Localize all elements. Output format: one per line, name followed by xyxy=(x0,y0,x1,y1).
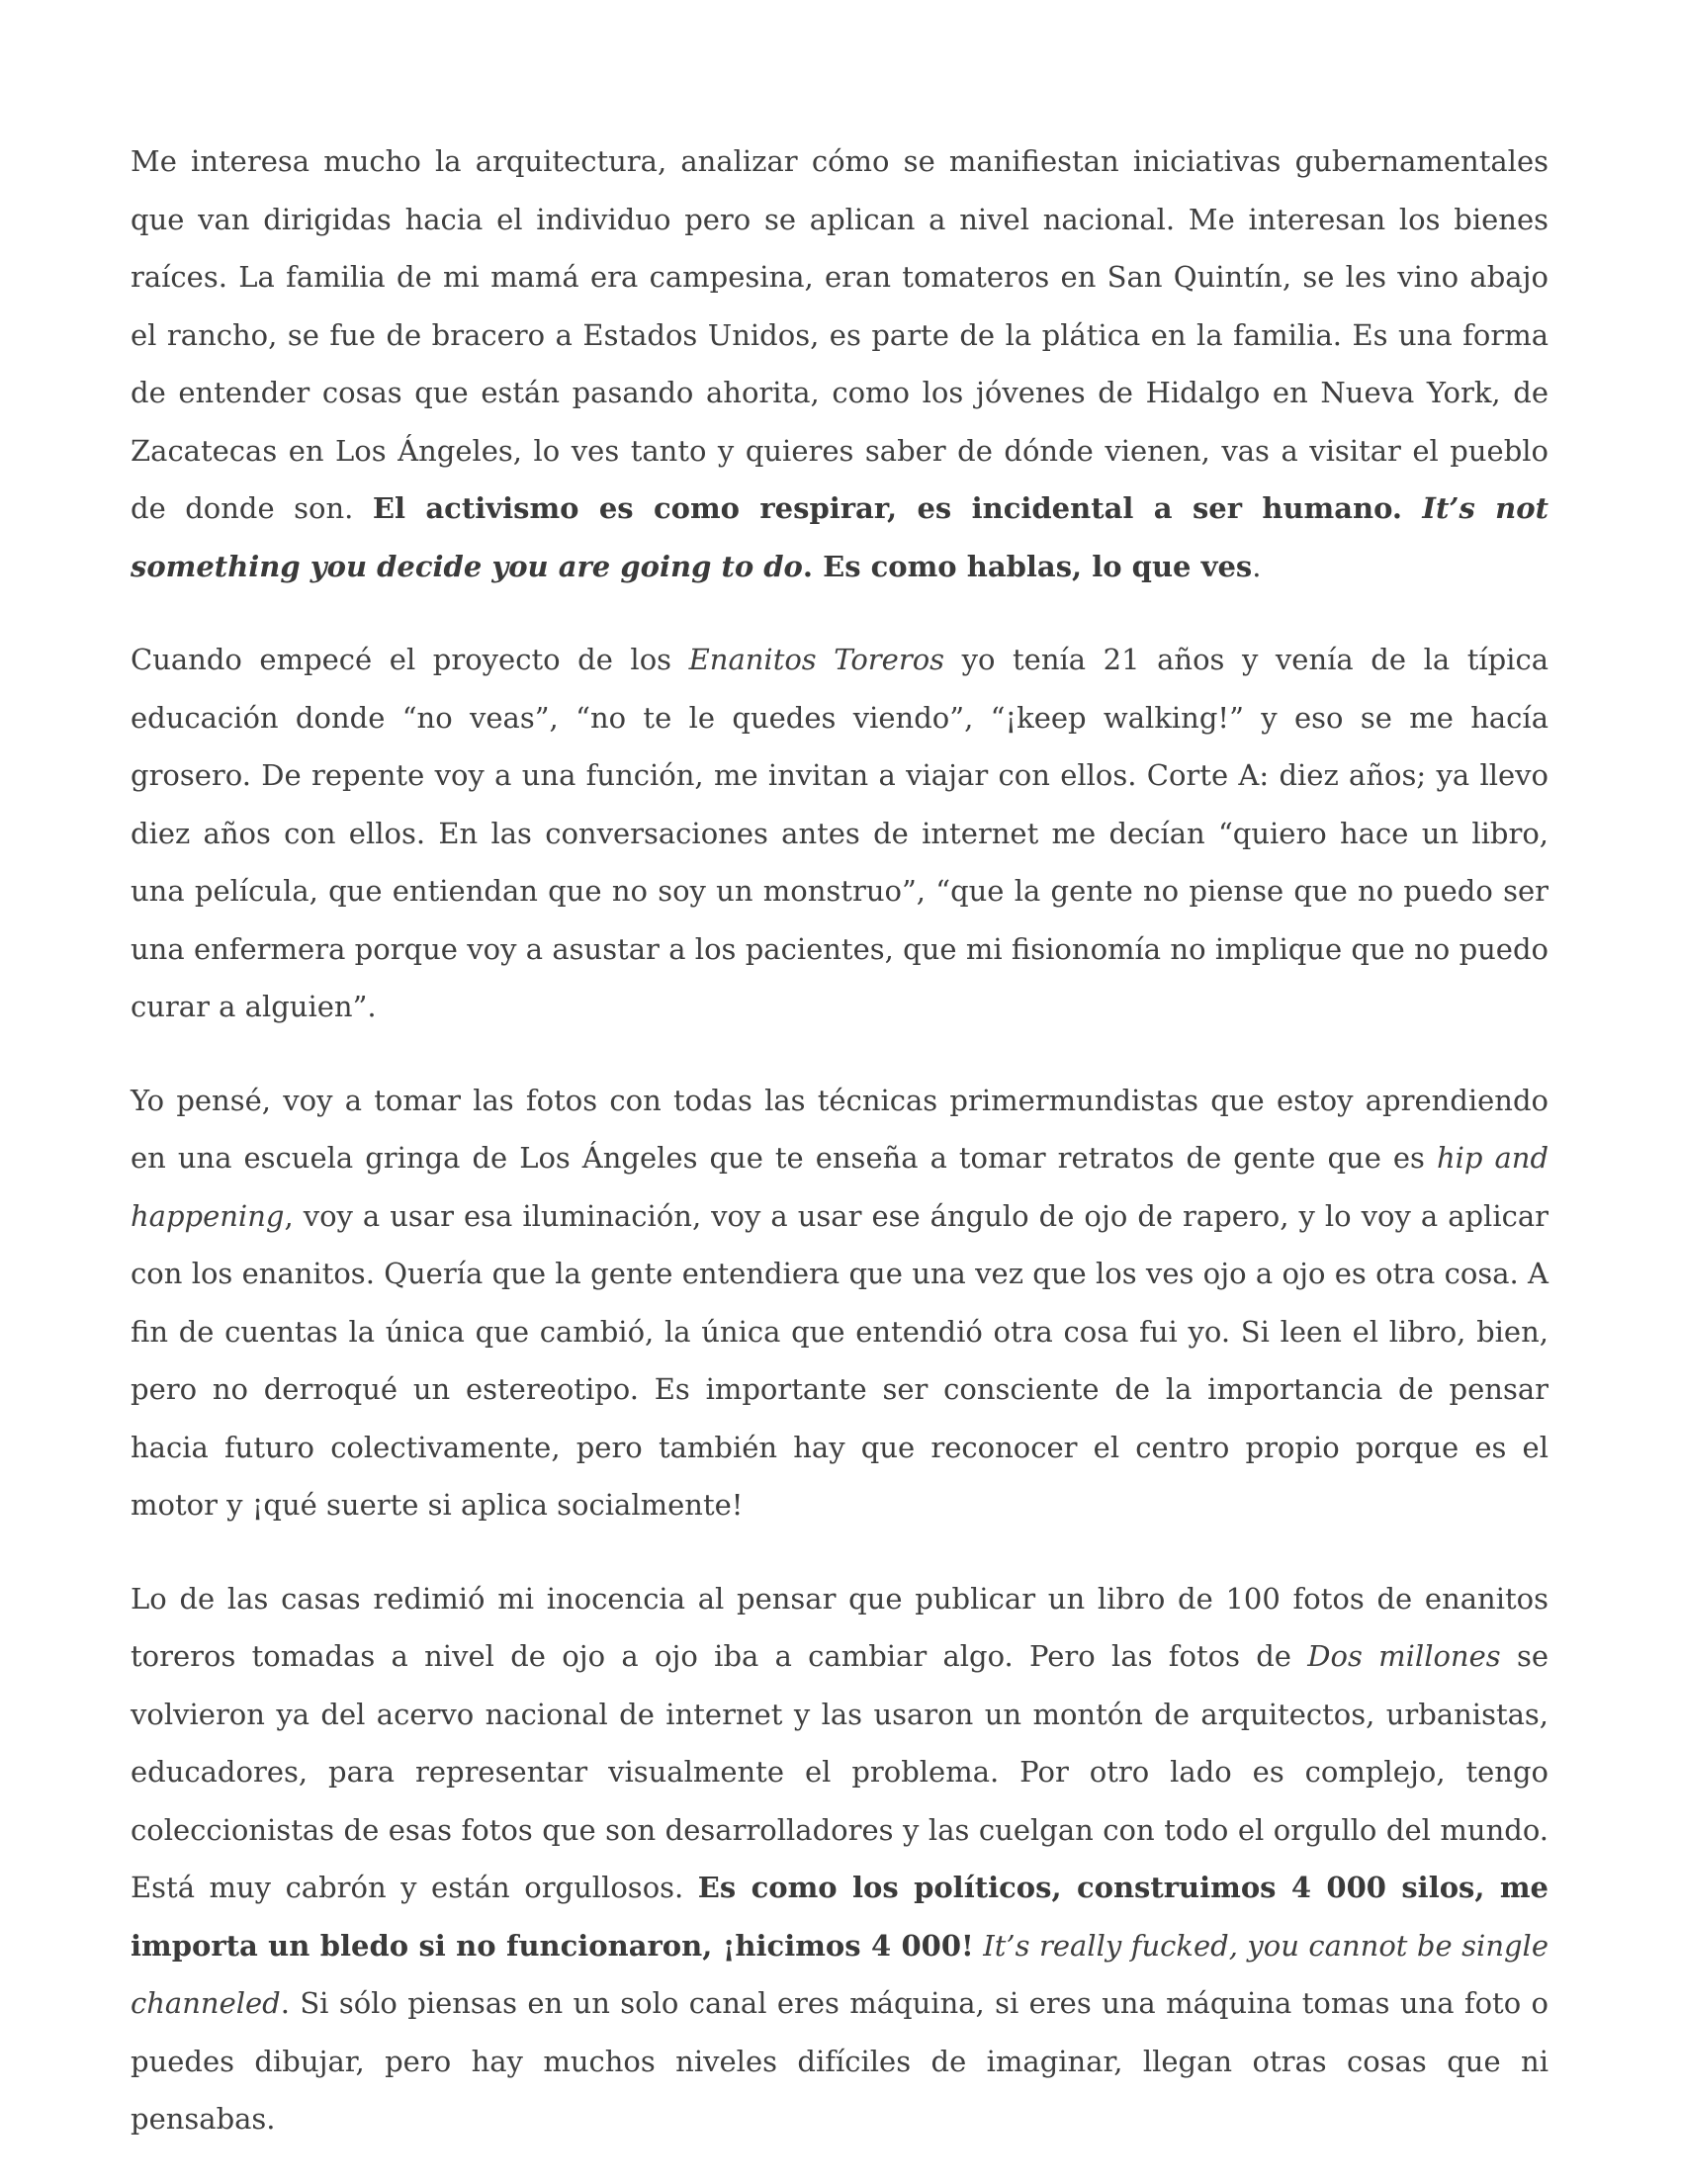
paragraph-text: Cuando empecé el proyecto de los xyxy=(131,643,689,676)
paragraph-text: Yo pensé, voy a tomar las fotos con todas las técnicas primermundistas que estoy aprendiendo en una escuela gringa de Los Ángeles que te enseña a tomar retratos de gente que es xyxy=(131,1083,1548,1175)
bold-text: . Es como hablas, lo que ves xyxy=(802,549,1253,583)
bold-italic-text: It’s not something you decide you are going to do xyxy=(131,491,1549,583)
paragraph-text: yo tenía 21 años y venía de la típica educación donde “no veas”, “no te le quedes viendo”, “¡keep walking!” y eso se me hacía grosero. De repente voy a una función, me invitan a viajar con ellos. Corte A: diez años; ya llevo diez años con ellos. En las conversaciones antes de internet me decían “quiero hace un libro, una película, que entiendan que no soy un monstruo”, “que la gente no piense que no puedo ser una enfermera porque voy a asustar a los pacientes, que mi fisionomía no implique que no puedo curar a alguien”. xyxy=(131,643,1548,1023)
italic-text: It’s really fucked, you cannot be single channeled xyxy=(131,1928,1548,2020)
bold-text: Es como los políticos, construimos 4 000 silos, me importa un bledo si no funcionaron, ¡hicimos 4 000! xyxy=(131,1871,1548,1963)
paragraph-2 xyxy=(131,631,1548,1036)
paragraph-text: Me interesa mucho la arquitectura, analizar cómo se manifiestan iniciativas gubernamentales que van dirigidas hacia el individuo pero se aplican a nivel nacional. Me interesan los bienes raíces. La familia de mi mamá era campesina, eran tomateros en San Quintín, se les vino abajo el rancho, se fue de bracero a Estados Unidos, es parte de la plática en la familia. Es una forma de entender cosas que están pasando ahorita, como los jóvenes de Hidalgo en Nueva York, de Zacatecas en Los Ángeles, lo ves tanto y quieres saber de dónde vienen, vas a visitar el pueblo de donde son. xyxy=(131,144,1548,525)
italic-text: Enanitos Toreros xyxy=(688,643,945,676)
paragraph-3 xyxy=(131,1072,1548,1534)
document-body xyxy=(131,132,1548,2184)
paragraph-text: Lo de las casas redimió mi inocencia al pensar que publicar un libro de 100 fotos de enanitos toreros tomadas a nivel de ojo a ojo iba a cambiar algo. Pero las fotos de xyxy=(131,1581,1548,1673)
italic-text: hip and happening xyxy=(131,1141,1549,1233)
bold-text: El activismo es como respirar, es incidental a ser humano. xyxy=(372,491,1423,525)
paragraph-text: . Si sólo piensas en un solo canal eres máquina, si eres una máquina tomas una foto o puedes dibujar, pero hay muchos niveles difíciles de imaginar, llegan otras cosas que ni pensabas. xyxy=(131,1986,1548,2136)
paragraph-text xyxy=(974,1929,984,1963)
paragraph-1 xyxy=(131,132,1548,595)
paragraph-text: . xyxy=(1252,549,1262,583)
paragraph-text: se volvieron ya del acervo nacional de internet y las usaron un montón de arquitectos, urbanistas, educadores, para representar visualmente el problema. Por otro lado es complejo, tengo coleccionistas de esas fotos que son desarrolladores y las cuelgan con todo el orgullo del mundo. Está muy cabrón y están orgullosos. xyxy=(131,1639,1548,1904)
italic-text: Dos millones xyxy=(1307,1639,1501,1673)
paragraph-4 xyxy=(131,1570,1548,2148)
paragraph-text: , voy a usar esa iluminación, voy a usar ese ángulo de ojo de rapero, y lo voy a aplicar con los enanitos. Quería que la gente entendiera que una vez que los ves ojo a ojo es otra cosa. A fin de cuentas la única que cambió, la única que entendió otra cosa fui yo. Si leen el libro, bien, pero no derroqué un estereotipo. Es importante ser consciente de la importancia de pensar hacia futuro colectivamente, pero también hay que reconocer el centro propio porque es el motor y ¡qué suerte si aplica socialmente! xyxy=(131,1198,1548,1522)
